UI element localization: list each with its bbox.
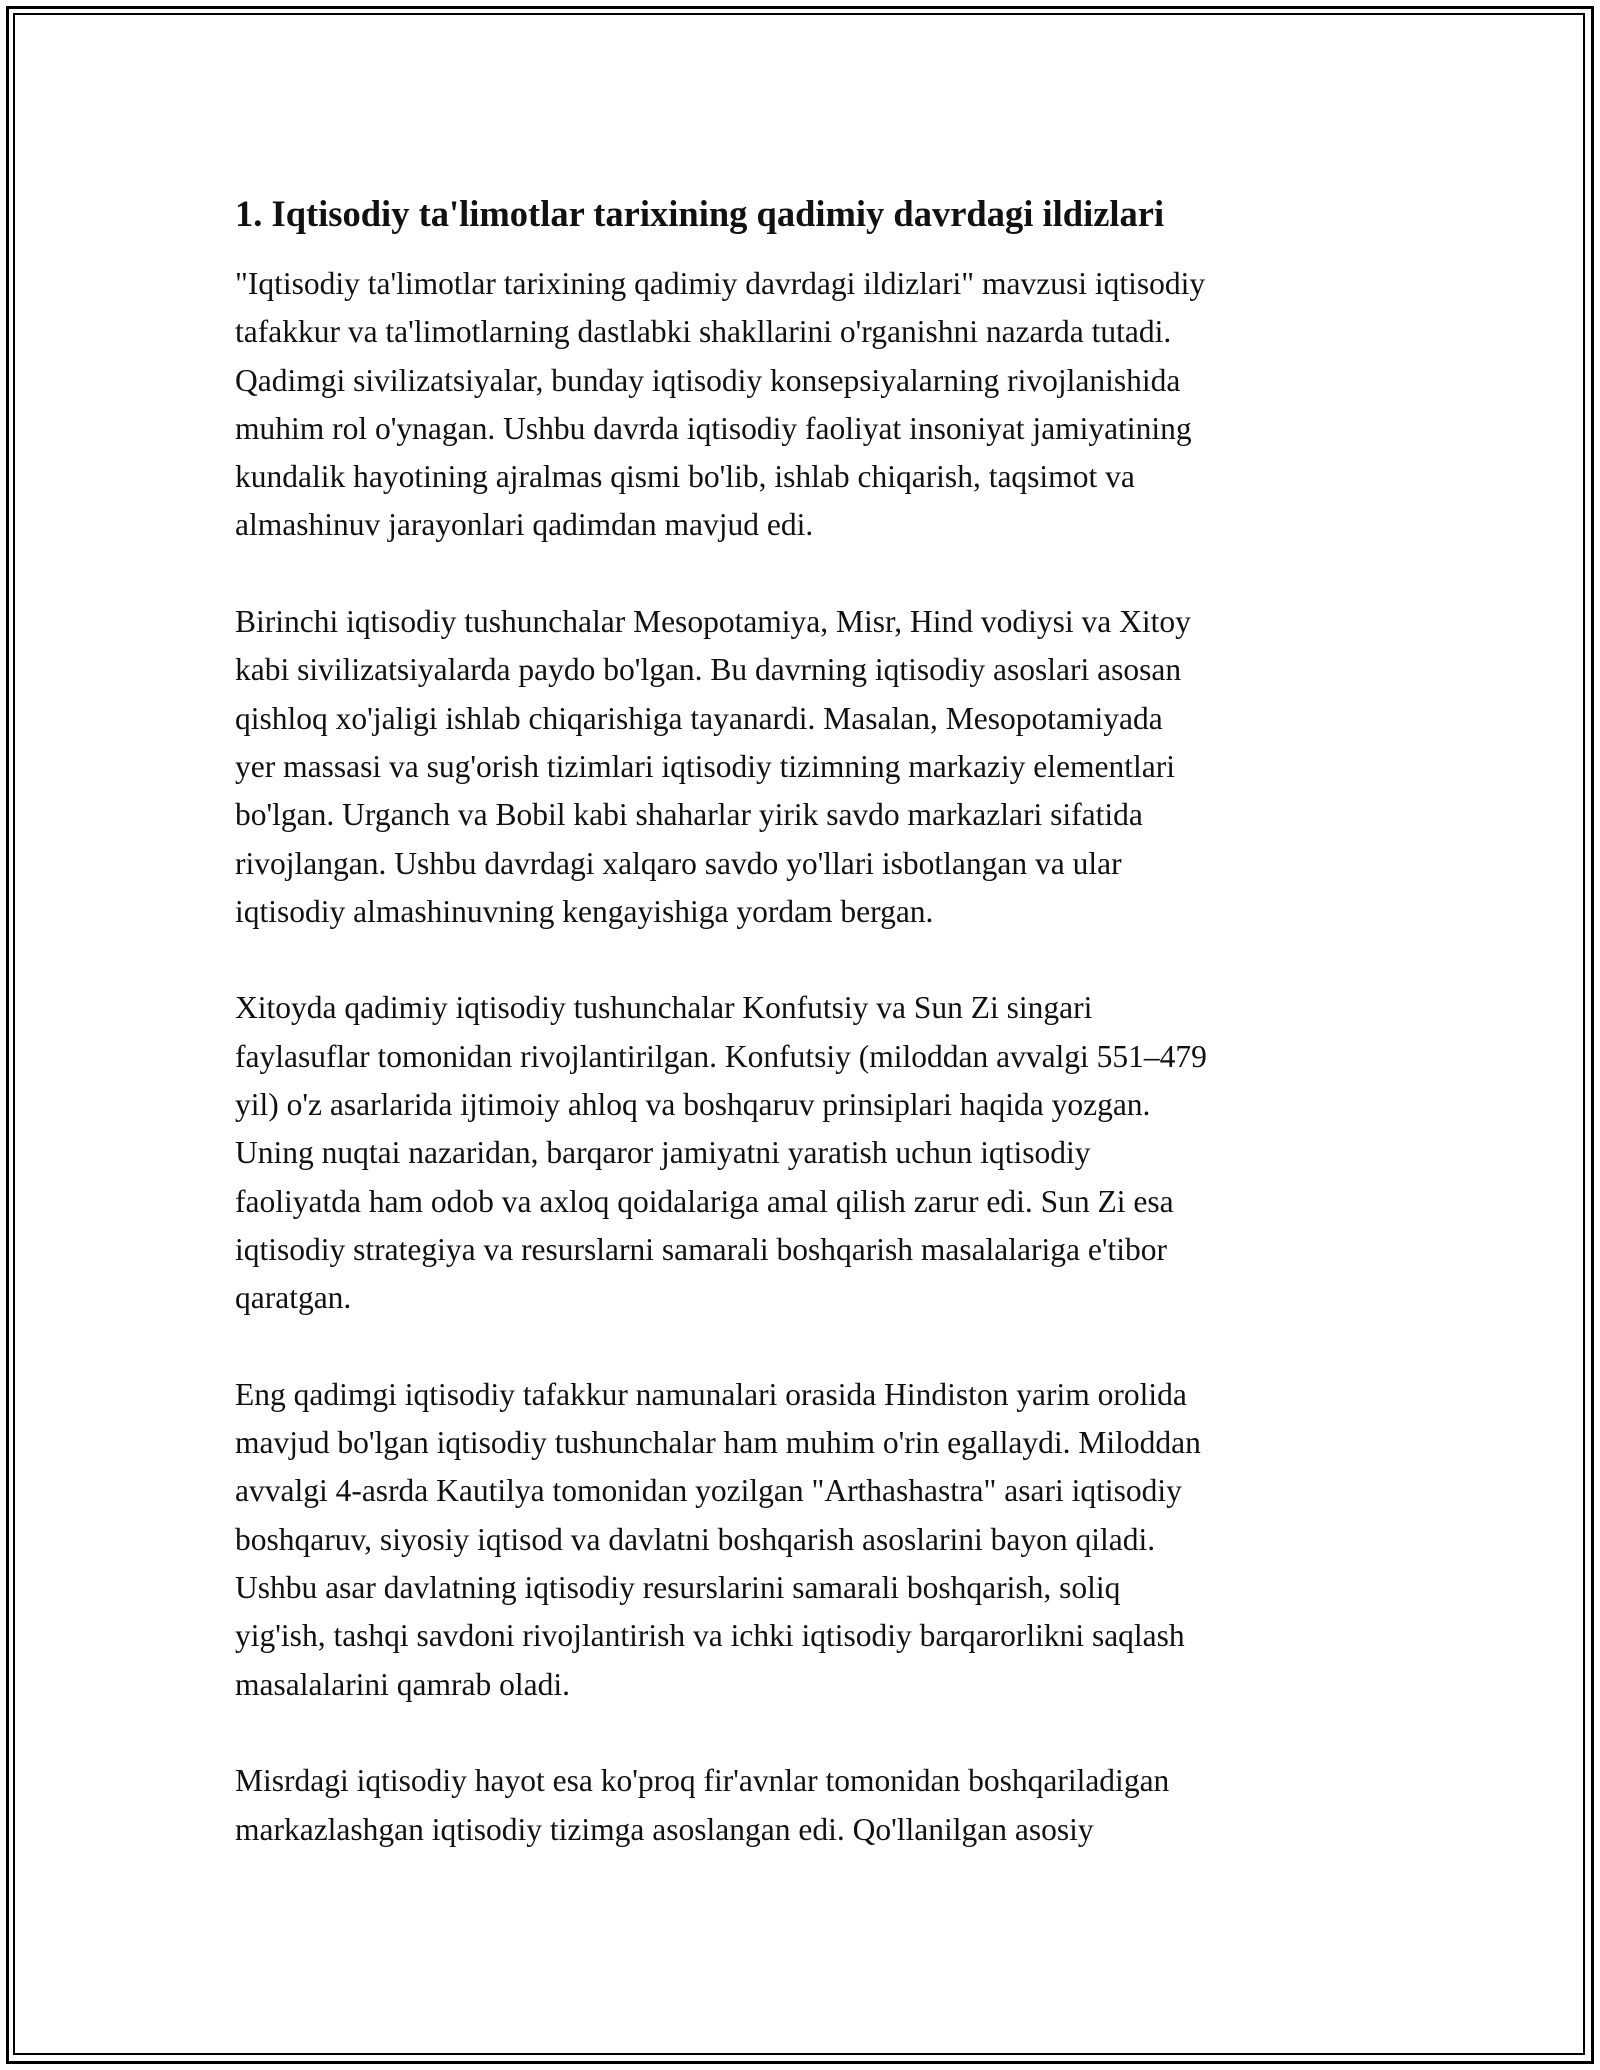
paragraph-line: iqtisodiy almashinuvning kengayishiga yordam bergan. [235,893,934,929]
paragraph-line: kabi sivilizatsiyalarda paydo bo'lgan. Bu davrning iqtisodiy asoslari asosan [235,652,1182,688]
paragraph [235,260,1370,550]
paragraph [235,1757,1370,1854]
paragraph-line: bo'lgan. Urganch va Bobil kabi shaharlar yirik savdo markazlari sifatida [235,797,1143,833]
paragraph [235,598,1370,936]
paragraph-list [235,260,1370,1854]
paragraph-line: mavjud bo'lgan iqtisodiy tushunchalar ham muhim o'rin egallaydi. Miloddan [235,1425,1201,1461]
paragraph-line: Misrdagi iqtisodiy hayot esa ko'proq fir'avnlar tomonidan boshqariladigan [235,1763,1170,1799]
paragraph-line: rivojlangan. Ushbu davrdagi xalqaro savdo yo'llari isbotlangan va ular [235,845,1122,881]
paragraph-line: Qadimgi sivilizatsiyalar, bunday iqtisodiy konsepsiyalarning rivojlanishida [235,362,1181,398]
paragraph-line: faylasuflar tomonidan rivojlantirilgan. Konfutsiy (miloddan avvalgi 551–479 [235,1038,1207,1074]
paragraph-line: Uning nuqtai nazaridan, barqaror jamiyatni yaratish uchun iqtisodiy [235,1135,1091,1171]
paragraph-line: yig'ish, tashqi savdoni rivojlantirish va ichki iqtisodiy barqarorlikni saqlash [235,1618,1185,1654]
document-body [235,184,1370,1902]
paragraph-line: muhim rol o'ynagan. Ushbu davrda iqtisodiy faoliyat insoniyat jamiyatining [235,410,1192,446]
paragraph-line: yer massasi va sug'orish tizimlari iqtisodiy tizimning markaziy elementlari [235,748,1175,784]
section-heading: 1. Iqtisodiy ta'limotlar tarixining qadimiy davrdagi ildizlari [235,193,1165,234]
paragraph-line: almashinuv jarayonlari qadimdan mavjud edi. [235,507,814,543]
paragraph-line: iqtisodiy strategiya va resurslarni samarali boshqarish masalalariga e'tibor [235,1231,1168,1267]
paragraph-line: qishloq xo'jaligi ishlab chiqarishiga tayanardi. Masalan, Mesopotamiyada [235,700,1163,736]
paragraph-line: avvalgi 4-asrda Kautilya tomonidan yozilgan "Arthashastra" asari iqtisodiy [235,1473,1182,1509]
paragraph-line: boshqaruv, siyosiy iqtisod va davlatni boshqarish asoslarini bayon qiladi. [235,1521,1156,1557]
paragraph-line: Xitoyda qadimiy iqtisodiy tushunchalar Konfutsiy va Sun Zi singari [235,990,1093,1026]
paragraph-line: masalalarini qamrab oladi. [235,1666,570,1702]
paragraph-line: Eng qadimgi iqtisodiy tafakkur namunalari orasida Hindiston yarim orolida [235,1376,1187,1412]
paragraph-line: qaratgan. [235,1280,352,1316]
paragraph-line: markazlashgan iqtisodiy tizimga asoslangan edi. Qo'llanilgan asosiy [235,1811,1094,1847]
paragraph [235,984,1370,1322]
paragraph-line: yil) o'z asarlarida ijtimoiy ahloq va boshqaruv prinsiplari haqida yozgan. [235,1087,1151,1123]
paragraph-line: Ushbu asar davlatning iqtisodiy resurslarini samarali boshqarish, soliq [235,1570,1121,1606]
paragraph-line: tafakkur va ta'limotlarning dastlabki shakllarini o'rganishni nazarda tutadi. [235,314,1172,350]
paragraph-line: Birinchi iqtisodiy tushunchalar Mesopotamiya, Misr, Hind vodiysi va Xitoy [235,604,1191,640]
paragraph-line: "Iqtisodiy ta'limotlar tarixining qadimiy davrdagi ildizlari" mavzusi iqtisodiy [235,266,1206,301]
paragraph-line: kundalik hayotining ajralmas qismi bo'lib, ishlab chiqarish, taqsimot va [235,459,1135,495]
paragraph [235,1371,1370,1709]
paragraph-line: faoliyatda ham odob va axloq qoidalariga amal qilish zarur edi. Sun Zi esa [235,1183,1174,1219]
